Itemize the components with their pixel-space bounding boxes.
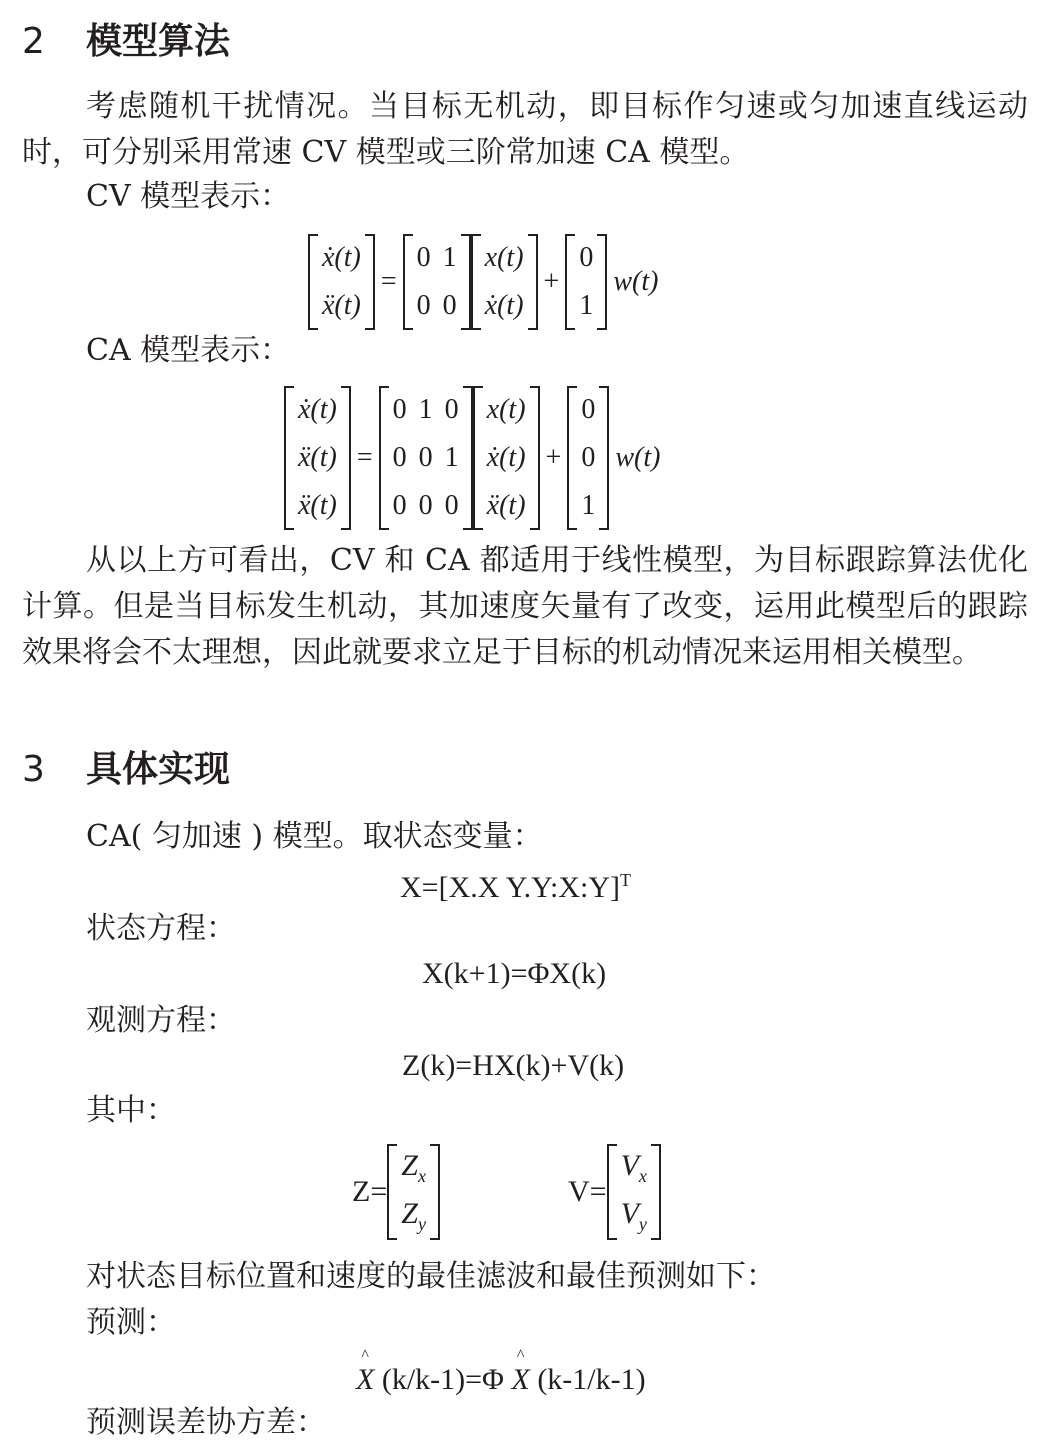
transpose-mark: T — [620, 870, 631, 890]
z-label: Z= — [352, 1175, 388, 1208]
cv-state-matrix — [403, 234, 471, 330]
where-label: 其中： — [86, 1093, 176, 1128]
cv-model-equation — [308, 234, 664, 330]
ca-matrix-cell: 0 — [444, 394, 459, 425]
ca-state-matrix — [379, 386, 473, 530]
cv-lhs-entry: ẍ(t) — [322, 290, 361, 321]
z-entry-symbol: Z — [401, 1149, 418, 1182]
plus-sign: + — [543, 266, 560, 297]
z-entry — [395, 1144, 432, 1192]
z-entry-sub: x — [417, 1166, 426, 1186]
x-hat-symbol: ^ X — [356, 1360, 374, 1400]
ca-input-vector — [567, 386, 609, 530]
cv-matrix-cell: 0 — [442, 290, 457, 321]
state-equation: X(k+1)=ΦX(k) — [422, 957, 607, 990]
section-3-heading — [22, 748, 230, 792]
cv-matrix-cell: 0 — [416, 290, 431, 321]
z-entry-symbol: Z — [401, 1197, 418, 1230]
prediction-label: 预测： — [86, 1305, 176, 1340]
ca-matrix-cell: 0 — [418, 442, 433, 473]
cv-input-entry: 0 — [579, 242, 594, 273]
cv-state-entry: ẋ(t) — [484, 290, 524, 321]
section-number: 3 — [22, 749, 45, 790]
equals-sign: = — [356, 442, 373, 473]
ca-state-vector — [473, 386, 540, 530]
x-hat-symbol: ^ X — [511, 1360, 529, 1400]
v-entry-symbol: V — [620, 1197, 639, 1230]
z-entry-sub: y — [417, 1214, 426, 1234]
ca-matrix-cell: 1 — [418, 394, 433, 425]
state-vector: X=[X.X Y.Y:X:Y] — [400, 871, 620, 904]
prediction-part-1: (k/k-1)=Φ — [374, 1363, 512, 1396]
v-entry-symbol: V — [620, 1149, 639, 1182]
section-title: 模型算法 — [86, 21, 231, 62]
state-variable-intro: CA( 匀加速 ) 模型。取状态变量： — [86, 819, 543, 854]
ca-input-entry: 1 — [581, 490, 596, 521]
noise-term: w(t) — [615, 442, 661, 473]
intro-paragraph: 考虑随机干扰情况。当目标无机动，即目标作匀速或匀加速直线运动时，可分别采用常速 CV 模型或三阶常加速 CA 模型。 — [22, 89, 1028, 170]
ca-matrix-cell: 0 — [444, 490, 459, 521]
cv-input-vector — [565, 234, 607, 330]
section-title: 具体实现 — [86, 749, 231, 790]
v-entry — [615, 1144, 653, 1192]
prediction-equation — [356, 1360, 646, 1400]
z-vector — [387, 1144, 440, 1240]
cv-model-label: CV 模型表示： — [86, 179, 291, 214]
noise-term: w(t) — [613, 266, 659, 297]
cv-state-entry: x(t) — [484, 242, 524, 273]
observation-equation: Z(k)=HX(k)+V(k) — [402, 1049, 625, 1082]
v-vector-definition — [568, 1144, 661, 1240]
ca-lhs-entry: ẍ(t) — [298, 490, 337, 521]
observation-equation-label: 观测方程： — [86, 1003, 236, 1038]
cv-lhs-vector — [308, 234, 375, 330]
z-vector-definition — [352, 1144, 440, 1240]
section-number: 2 — [22, 21, 45, 62]
cv-input-entry: 1 — [579, 290, 594, 321]
cv-matrix-cell: 1 — [442, 242, 457, 273]
state-vector-equation — [400, 860, 631, 908]
ca-matrix-cell: 0 — [392, 442, 407, 473]
prediction-part-2: (k-1/k-1) — [529, 1363, 646, 1396]
v-label: V= — [568, 1175, 607, 1208]
ca-state-entry: ẋ(t) — [486, 442, 526, 473]
plus-sign: + — [545, 442, 562, 473]
ca-state-entry: ẍ(t) — [486, 490, 526, 521]
ca-matrix-cell: 0 — [392, 394, 407, 425]
ca-input-entry: 0 — [581, 394, 596, 425]
ca-lhs-entry: ẍ(t) — [298, 442, 337, 473]
equals-sign: = — [380, 266, 397, 297]
ca-matrix-cell: 0 — [392, 490, 407, 521]
v-vector — [607, 1144, 661, 1240]
v-entry — [615, 1192, 653, 1240]
ca-input-entry: 0 — [581, 442, 596, 473]
v-entry-sub: x — [638, 1166, 647, 1186]
section-2-heading — [22, 20, 230, 64]
v-entry-sub: y — [638, 1214, 647, 1234]
ca-model-label: CA 模型表示： — [86, 333, 291, 368]
prediction-covariance-label: 预测误差协方差： — [86, 1405, 326, 1440]
ca-lhs-entry: ẋ(t) — [298, 394, 337, 425]
conclusion-paragraph: 从以上方可看出，CV 和 CA 都适用于线性模型，为目标跟踪算法优化计算。但是当目标发生机动，其加速度矢量有了改变，运用此模型后的跟踪效果将会不太理想，因此就要求立足于目标的机动情况来运用相关模型。 — [22, 543, 1028, 670]
cv-matrix-cell: 0 — [416, 242, 431, 273]
ca-matrix-cell: 0 — [418, 490, 433, 521]
cv-state-vector — [471, 234, 538, 330]
filter-intro: 对状态目标位置和速度的最佳滤波和最佳预测如下： — [86, 1259, 776, 1294]
state-equation-label: 状态方程： — [86, 911, 236, 946]
ca-lhs-vector — [284, 386, 351, 530]
ca-state-entry: x(t) — [486, 394, 526, 425]
cv-lhs-entry: ẋ(t) — [322, 242, 361, 273]
ca-matrix-cell: 1 — [444, 442, 459, 473]
ca-model-equation — [284, 386, 666, 530]
z-entry — [395, 1192, 432, 1240]
